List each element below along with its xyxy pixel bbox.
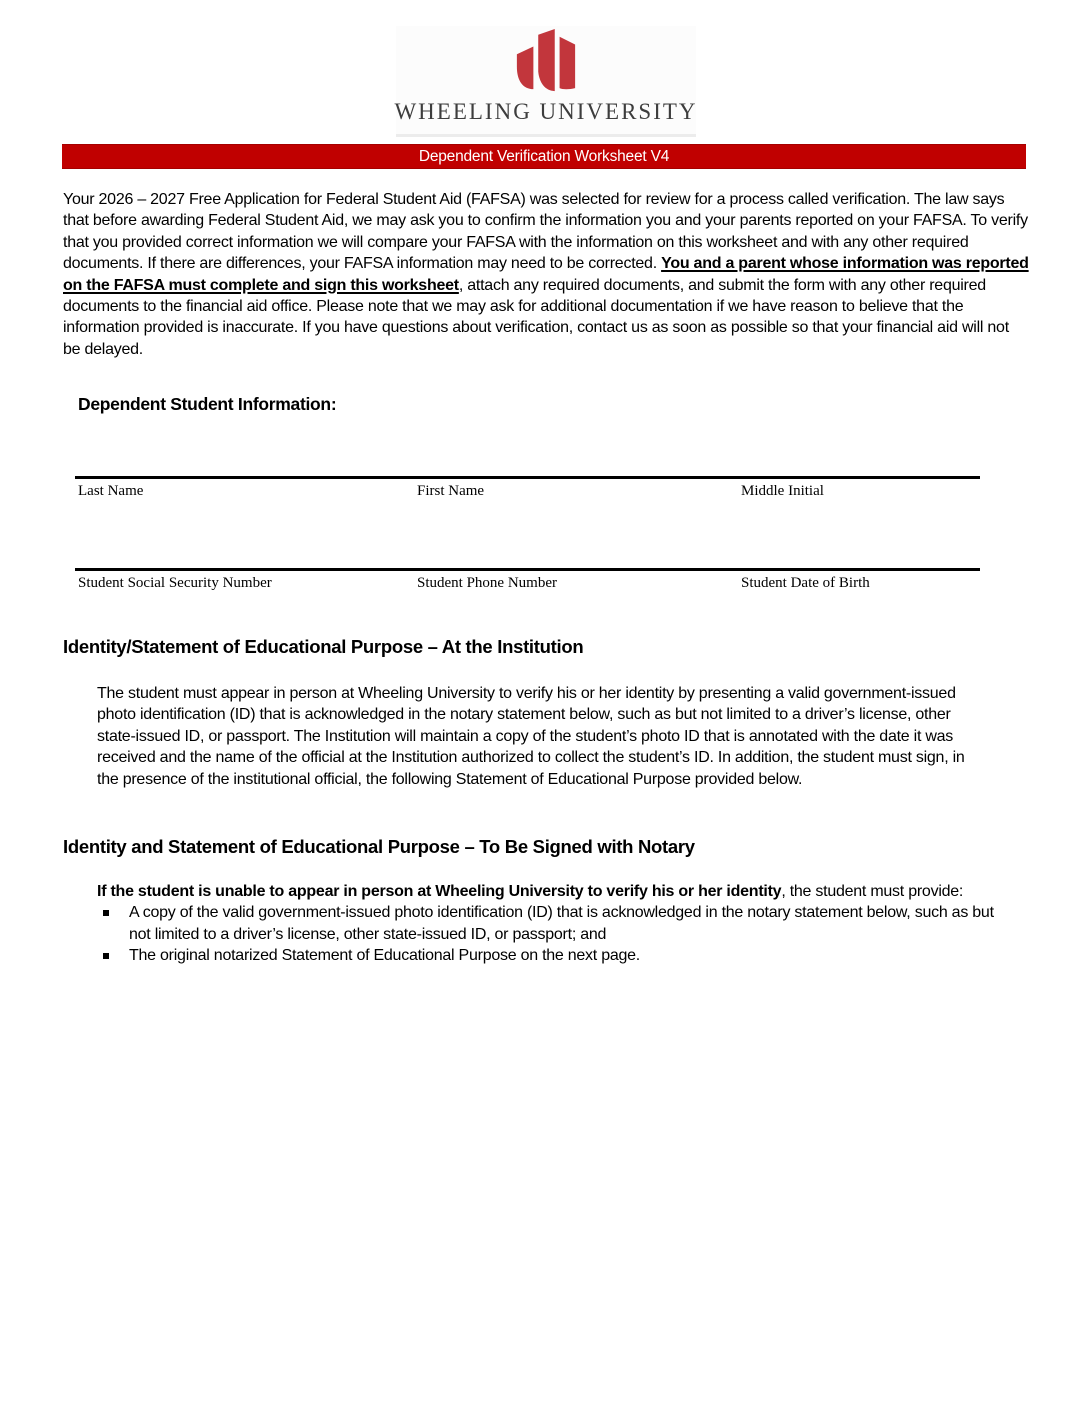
section-heading-notary: Identity and Statement of Educational Purpose – To Be Signed with Notary [63,836,695,857]
institution-paragraph: The student must appear in person at Wheeling University to verify his or her identity by presenting a valid government-issued photo identification (ID) that is acknowledged in the notary statement below, such as but not limited to a driver’s license, other state-issued ID, or passport. The Institution will maintain a copy of the student’s photo ID that is annotated with the date it was received and the name of the official at the Institution authorized to collect the student’s ID. In addition, the student must sign, in the presence of the institutional official, the following Statement of Educational Purpose provided below. [97,685,965,788]
intro-paragraph [63,189,1029,360]
student-name-row [75,476,980,505]
intro-text-post: , attach any required documents, and submit the form with any other required documents to the financial aid office. Please note that we may ask for additional documentation if we have reason to believe that the information provided is inaccurate. If you have questions about verification, contact us as soon as possible so that your financial aid will not be delayed. [63,276,1009,358]
field-label-first-name: First Name [417,483,485,499]
worksheet-title-banner [62,144,1026,169]
university-logo [396,26,696,137]
notary-intro-rest: , the student must provide: [781,883,964,900]
section-heading-student-info: Dependent Student Information: [78,394,337,414]
section-heading-institution: Identity/Statement of Educational Purpose – At the Institution [63,636,584,657]
student-details-row [75,568,980,597]
bullet-item-notarized-statement [97,945,995,966]
page-title: Dependent Verification Worksheet V4 [418,148,670,165]
bullet-text: A copy of the valid government-issued photo identification (ID) that is acknowledged in the notary statement below, such as but not limited to a driver’s license, other state-issued ID, or passport; and [129,904,994,943]
square-bullet-icon [103,910,109,916]
university-wordmark: WHEELING UNIVERSITY [394,99,698,124]
notary-bullet-list [97,902,995,966]
bullet-text: The original notarized Statement of Educational Purpose on the next page. [129,947,640,965]
intro-text-pre: Your 2026 – 2027 Free Application for Federal Student Aid (FAFSA) was selected for review for a process called verification. The law says that before awarding Federal Student Aid, we may ask you to confirm the information you and your parents reported on your FAFSA. To verify that you provided correct information we will compare your FAFSA with the information on this worksheet and with any other required documents. If there are differences, your FAFSA information may need to be corrected. [63,191,1028,273]
notary-paragraph [97,881,995,967]
notary-intro-bold: If the student is unable to appear in person at Wheeling University to verify his or her identity [97,883,782,900]
field-label-last-name: Last Name [78,483,144,499]
field-label-date-of-birth: Student Date of Birth [741,575,870,591]
field-label-phone: Student Phone Number [417,575,557,591]
bullet-item-photo-id [97,902,995,945]
intro-text-emphasis: You and a parent whose information was reported on the FAFSA must complete and sign this worksheet [63,255,1029,294]
field-label-middle-initial: Middle Initial [741,483,824,499]
university-logo-mark-icon [515,28,577,94]
square-bullet-icon [103,953,109,959]
field-label-ssn: Student Social Security Number [78,575,272,591]
notary-intro-line [97,881,995,902]
